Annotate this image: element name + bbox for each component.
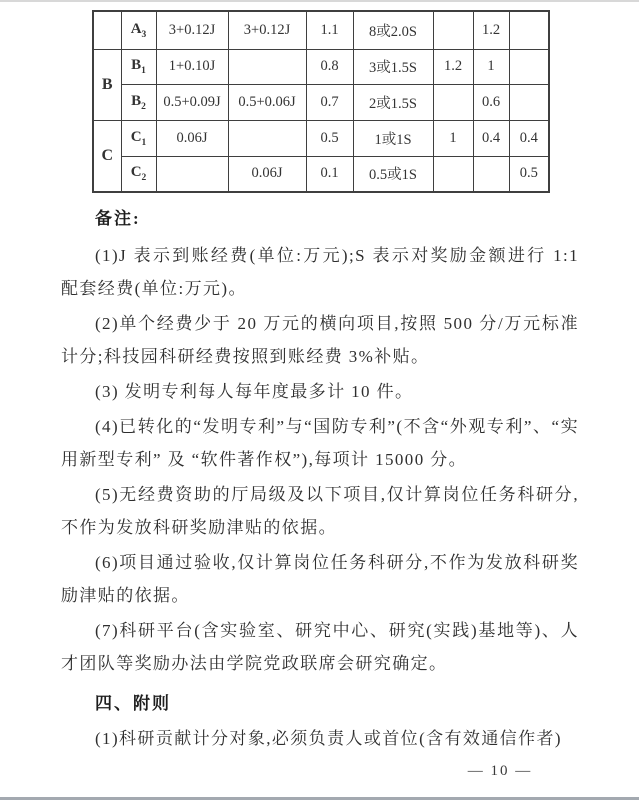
table-cell [433, 11, 473, 49]
table-cell: 2或1.5S [353, 84, 433, 120]
appendix-section-heading: 四、附则 [95, 694, 171, 713]
table-cell: 0.4 [509, 120, 549, 156]
row-label-subscript: 1 [141, 66, 146, 76]
table-cell: 1 [433, 120, 473, 156]
remark-item-6: (6)项目通过验收,仅计算岗位任务科研分,不作为发放科研奖励津贴的依据。 [61, 553, 579, 605]
table-cell: 8或2.0S [353, 11, 433, 49]
table-cell: 0.5 [509, 156, 549, 192]
row-label [121, 49, 156, 84]
row-label-subscript: 2 [141, 173, 147, 184]
table-cell: 3或1.5S [353, 49, 433, 84]
row-label [121, 156, 156, 192]
table-cell: 1.1 [306, 11, 353, 49]
group-label: B [93, 49, 121, 120]
table-cell: 1或1S [353, 120, 433, 156]
table-cell [509, 49, 549, 84]
table-cell: 1+0.10J [156, 49, 228, 84]
table-cell [228, 49, 306, 84]
group-label: C [93, 120, 121, 192]
table-cell [433, 84, 473, 120]
page-bottom-divider [0, 797, 639, 800]
row-label-subscript: 1 [141, 137, 147, 148]
page-top-divider [0, 0, 639, 2]
table-cell: 0.7 [306, 84, 353, 120]
table-cell [509, 11, 549, 49]
table-cell: 0.5+0.06J [228, 84, 306, 120]
table-row [93, 156, 549, 192]
table-cell: 0.5+0.09J [156, 84, 228, 120]
row-label-subscript: 2 [141, 101, 146, 112]
row-label-letter: C [130, 128, 142, 145]
group-label [93, 11, 121, 49]
row-label [121, 120, 156, 156]
row-label [121, 11, 156, 49]
table-cell: 3+0.12J [228, 11, 306, 49]
table-cell [509, 84, 549, 120]
remark-item-2: (2)单个经费少于 20 万元的横向项目,按照 500 分/万元标准计分;科技园科研经费按照到账经费 3%补贴。 [61, 314, 579, 366]
score-table [92, 10, 550, 193]
remarks-heading: 备注: [95, 209, 141, 228]
row-label-letter: A [130, 20, 142, 37]
page-number: — 10 — [467, 763, 533, 779]
remark-item-5: (5)无经费资助的厅局级及以下项目,仅计算岗位任务科研分,不作为发放科研奖励津贴的依据。 [61, 485, 579, 537]
table-cell: 0.8 [306, 49, 353, 84]
table-row [93, 84, 549, 120]
table-cell: 0.5 [306, 120, 353, 156]
row-label-letter: B [131, 92, 142, 109]
table-cell: 0.1 [306, 156, 353, 192]
table-row [93, 49, 549, 84]
table-cell [156, 156, 228, 192]
remark-item-1: (1)J 表示到账经费(单位:万元);S 表示对奖励金额进行 1:1 配套经费(单位:万元)。 [61, 246, 579, 298]
remarks-section [61, 202, 579, 755]
table-cell: 0.4 [473, 120, 509, 156]
remark-item-3: (3) 发明专利每人每年度最多计 10 件。 [95, 382, 414, 401]
table-cell: 1 [473, 49, 509, 84]
row-label-subscript: 3 [141, 29, 147, 40]
remark-item-4: (4)已转化的“发明专利”与“国防专利”(不含“外观专利”、“实用新型专利” 及 “软件著作权”),每项计 15000 分。 [61, 417, 579, 469]
appendix-item-1: (1)科研贡献计分对象,必须负责人或首位(含有效通信作者) [95, 729, 562, 748]
table-cell: 0.06J [228, 156, 306, 192]
table-cell: 1.2 [473, 11, 509, 49]
table-cell [473, 156, 509, 192]
row-label-letter: B [131, 57, 142, 73]
table-cell [228, 120, 306, 156]
table-row [93, 120, 549, 156]
table-cell [433, 156, 473, 192]
table-cell: 1.2 [433, 49, 473, 84]
row-label-letter: C [130, 164, 142, 181]
row-label [121, 84, 156, 120]
table-cell: 0.06J [156, 120, 228, 156]
table-cell: 3+0.12J [156, 11, 228, 49]
table-row [93, 11, 549, 49]
table-cell: 0.6 [473, 84, 509, 120]
remark-item-7: (7)科研平台(含实验室、研究中心、研究(实践)基地等)、人才团队等奖励办法由学院党政联席会研究确定。 [61, 621, 579, 673]
table-cell: 0.5或1S [353, 156, 433, 192]
